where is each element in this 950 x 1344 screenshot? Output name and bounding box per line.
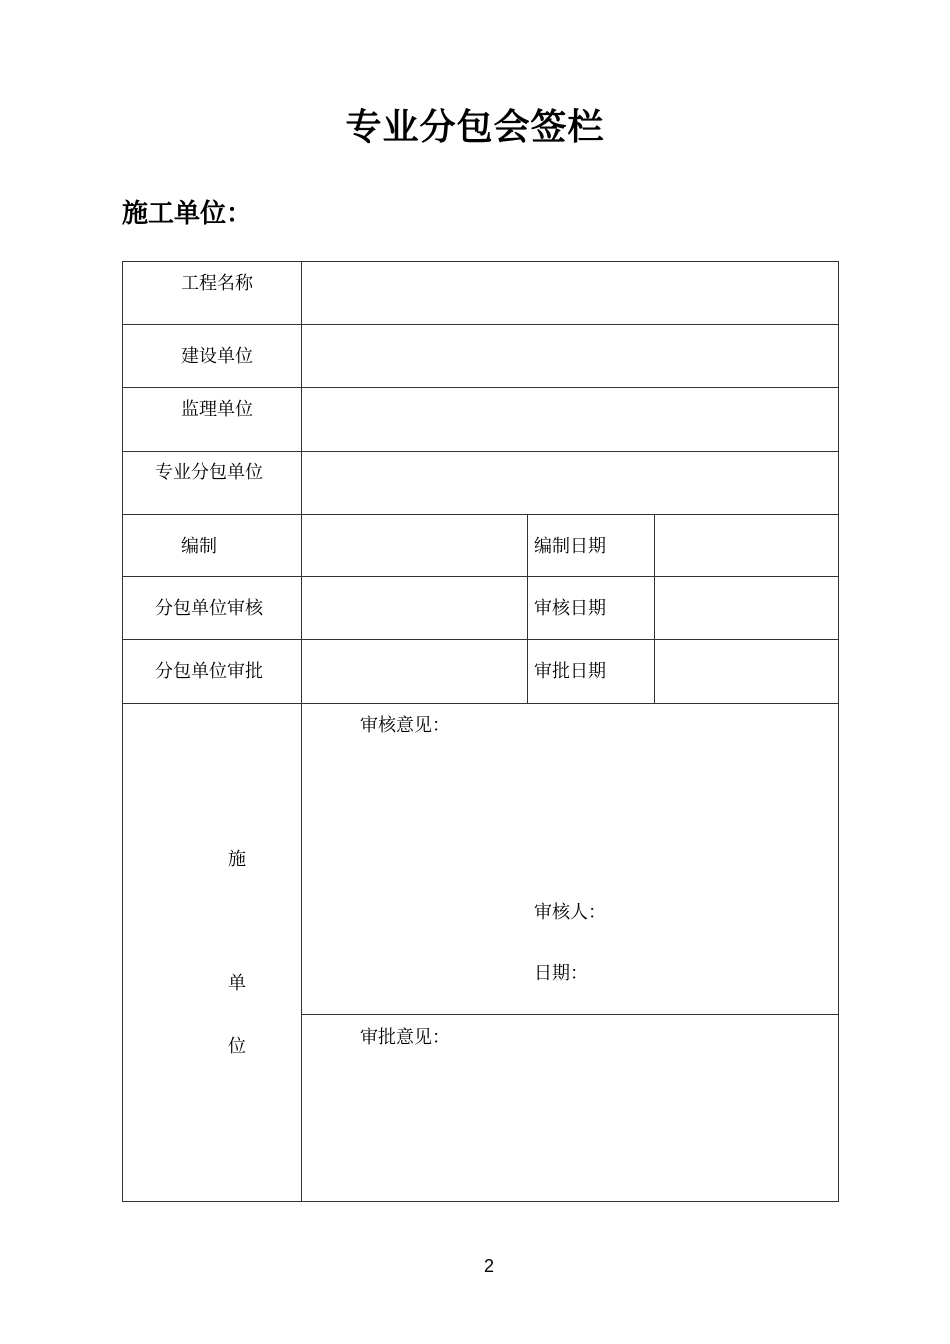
prepared-by-field[interactable] [311, 525, 516, 565]
sub-review-label: 分包单位审核 [155, 598, 263, 619]
table-border-right [838, 261, 839, 1202]
construction-unit-char-2: 单 [228, 973, 246, 994]
approval-opinion-label: 审批意见： [360, 1027, 450, 1048]
table-border-left [122, 261, 123, 1202]
owner-unit-label: 建设单位 [181, 346, 253, 367]
row-divider [122, 703, 839, 704]
table-border-bottom [122, 1201, 839, 1202]
construction-unit-char-3: 位 [228, 1036, 246, 1057]
project-name-label: 工程名称 [181, 273, 253, 294]
approval-date-label: 审批日期 [534, 661, 606, 682]
supervision-unit-label: 监理单位 [181, 399, 253, 420]
subcontract-unit-field[interactable] [311, 461, 831, 501]
review-date-field[interactable] [664, 587, 829, 627]
label-column-divider [301, 261, 302, 1202]
subcontract-unit-label: 专业分包单位 [155, 462, 263, 483]
row-divider [122, 324, 839, 325]
review-date-label: 审核日期 [534, 598, 606, 619]
prepared-date-field[interactable] [664, 525, 829, 565]
prepared-by-label: 编制 [181, 536, 217, 557]
sub-approval-field[interactable] [311, 650, 516, 690]
sign-off-table [122, 261, 839, 1202]
prepared-date-label: 编制日期 [534, 536, 606, 557]
construction-unit-heading: 施工单位： [122, 199, 253, 229]
row-divider [122, 451, 839, 452]
owner-unit-field[interactable] [311, 335, 831, 375]
sub-approval-label: 分包单位审批 [155, 661, 263, 682]
opinion-divider [301, 1014, 839, 1015]
table-border-top [122, 261, 839, 262]
date-value-divider [654, 514, 655, 703]
row-divider [122, 639, 839, 640]
row-divider [122, 514, 839, 515]
construction-unit-char-1: 施 [228, 849, 246, 870]
row-divider [122, 387, 839, 388]
date-label-divider [527, 514, 528, 703]
page-title: 专业分包会签栏 [345, 107, 605, 148]
supervision-unit-field[interactable] [311, 398, 831, 438]
review-opinion-label: 审核意见： [360, 715, 450, 736]
reviewer-label: 审核人： [534, 902, 606, 923]
approval-date-field[interactable] [664, 650, 829, 690]
sub-review-field[interactable] [311, 587, 516, 627]
page-number: 2 [483, 1256, 494, 1276]
review-signoff-date-label: 日期： [534, 963, 588, 984]
project-name-field[interactable] [311, 272, 831, 312]
row-divider [122, 576, 839, 577]
